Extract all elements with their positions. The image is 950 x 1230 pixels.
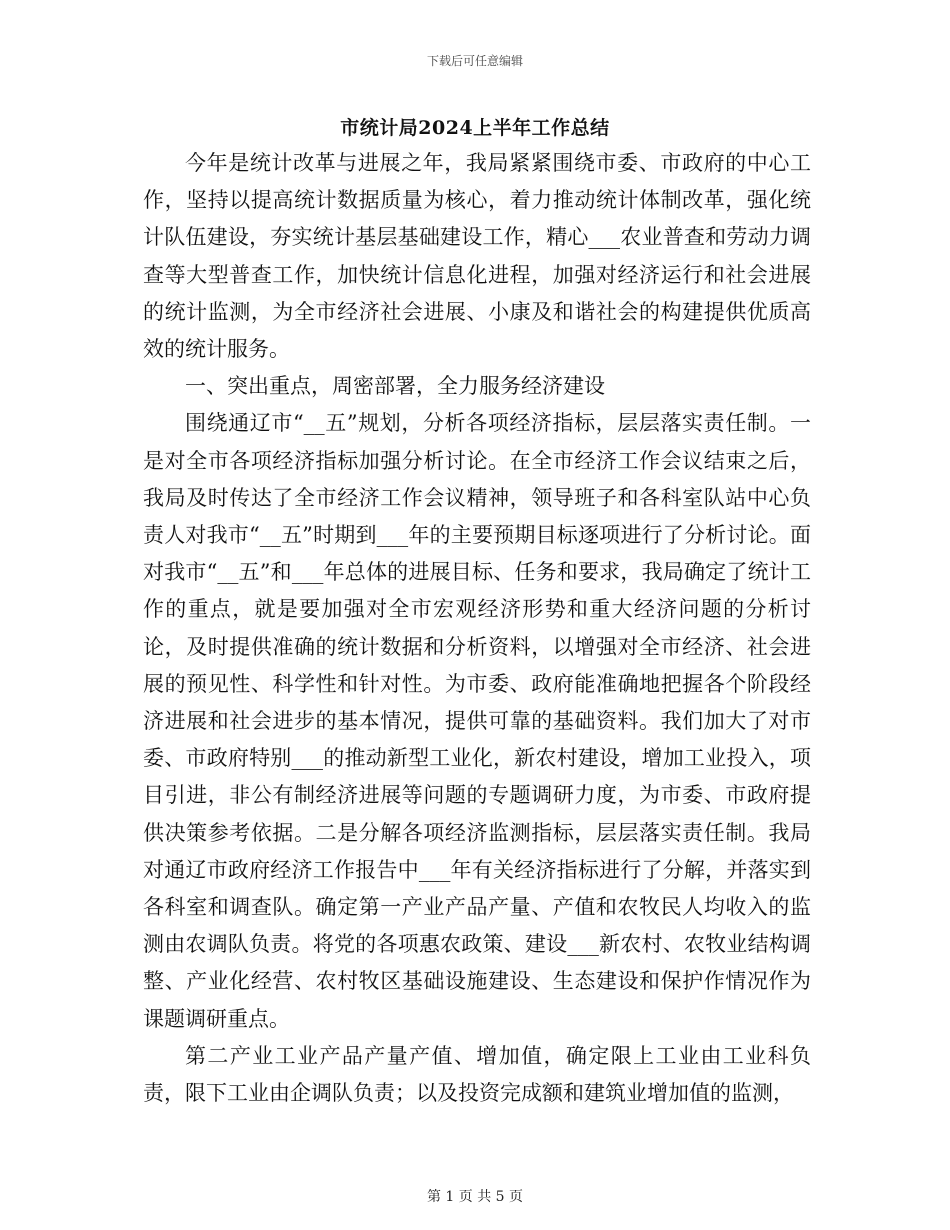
page-header-note: 下载后可任意编辑	[426, 54, 523, 68]
paragraph: 第二产业工业产品产量产值、增加值，确定限上工业由工业科负责，限下工业由企调队负责；以及投资完成额和建筑业增加值的监测，	[143, 1043, 811, 1106]
paragraph: 围绕通辽市“__五”规划，分析各项经济指标，层层落实责任制。一是对全市各项经济指标加强分析讨论。在全市经济工作会议结束之后，我局及时传达了全市经济工作会议精神，领导班子和各科室队站中心负责人对我市“__五”时期到___年的主要预期目标逐项进行了分析讨论。面对我市“__五”和___年总体的进展目标、任务和要求，我局确定了统计工作的重点，就是要加强对全市宏观经济形势和重大经济问题的分析讨论，及时提供准确的统计数据和分析资料，以增强对全市经济、社会进展的预见性、科学性和针对性。为市委、政府能准确地把握各个阶段经济进展和社会进步的基本情况，提供可靠的基础资料。我们加大了对市委、市政府特别___的推动新型工业化，新农村建设，增加工业投入，项目引进，非公有制经济进展等问题的专题调研力度，为市委、市政府提供决策参考依据。二是分解各项经济监测指标，层层落实责任制。我局对通辽市政府经济工作报告中___年有关经济指标进行了分解，并落实到各科室和调查队。确定第一产业产品产量、产值和农牧民人均收入的监测由农调队负责。将党的各项惠农政策、建设___新农村、农牧业结构调整、产业化经营、农村牧区基础设施建设、生态建设和保护作情况作为课题调研重点。	[143, 411, 811, 1031]
document-title: 市统计局2024上半年工作总结	[340, 117, 610, 139]
document-body	[143, 145, 811, 1112]
paragraph: 今年是统计改革与进展之年，我局紧紧围绕市委、市政府的中心工作，坚持以提高统计数据质量为核心，着力推动统计体制改革，强化统计队伍建设，夯实统计基层基础建设工作，精心___农业普查和劳动力调查等大型普查工作，加快统计信息化进程，加强对经济运行和社会进展的统计监测，为全市经济社会进展、小康及和谐社会的构建提供优质高效的统计服务。	[143, 151, 811, 362]
section-heading: 一、突出重点，周密部署，全力服务经济建设	[185, 374, 605, 399]
page-number: 第 1 页 共 5 页	[426, 1189, 524, 1205]
